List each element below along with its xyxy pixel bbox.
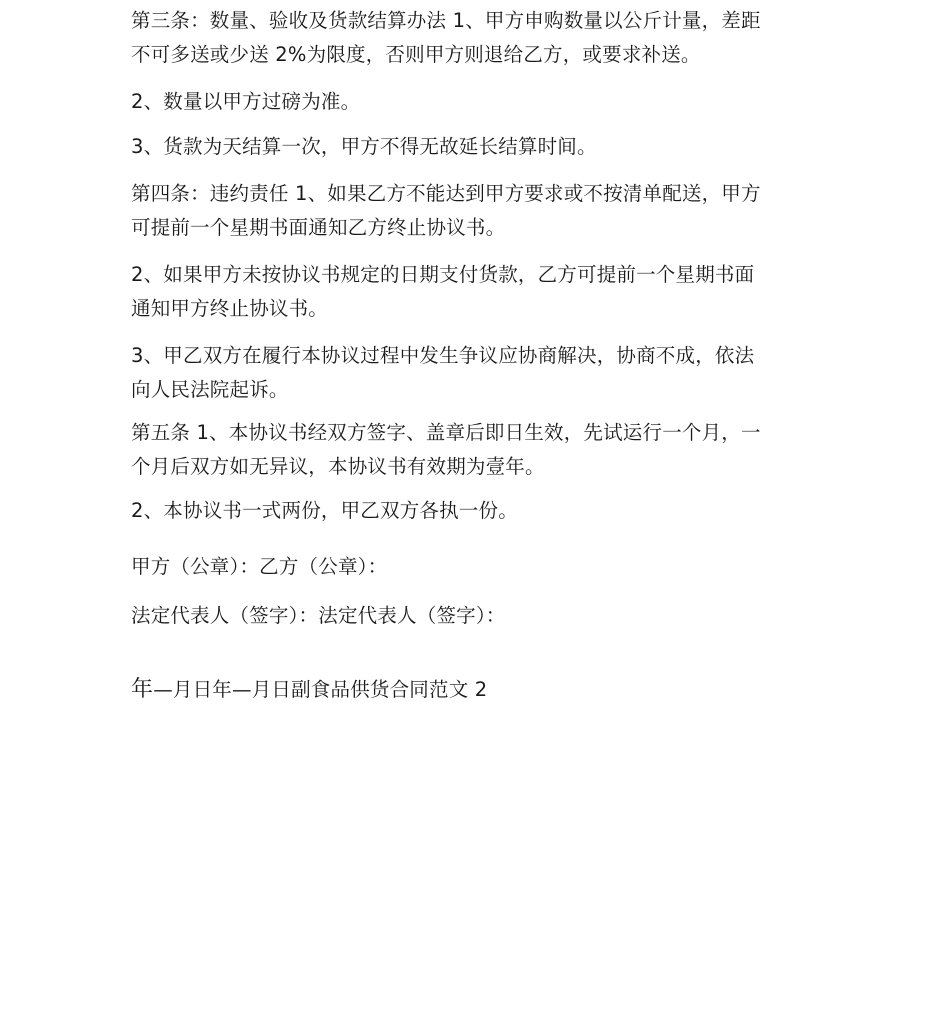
article-4-line-2: 可提前一个星期书面通知乙方终止协议书。 [131, 216, 506, 239]
date-line [131, 673, 811, 707]
date-line-content [131, 673, 811, 707]
article-3-item-3-text: 3、货款为天结算一次，甲方不得无故延长结算时间。 [131, 135, 597, 158]
article-5-item-2 [131, 494, 811, 528]
article-3-item-2-text: 2、数量以甲方过磅为准。 [131, 90, 361, 113]
article-3-item-2 [131, 85, 811, 119]
article-3-line-2: 不可多送或少送 2%为限度，否则甲方则退给乙方，或要求补送。 [131, 43, 701, 66]
article-5-paragraph [131, 416, 811, 484]
date-line-rest: —月日年—月日副食品供货合同范文 2 [153, 678, 488, 701]
seal-line [131, 550, 811, 584]
article-4-item-2-line-2: 通知甲方终止协议书。 [131, 297, 329, 320]
signature-line [131, 599, 811, 633]
article-3-line-1: 第三条：数量、验收及货款结算办法 1、甲方申购数量以公斤计量，差距 [131, 9, 761, 32]
article-5-item-2-text: 2、本协议书一式两份，甲乙双方各执一份。 [131, 499, 518, 522]
article-5-line-2: 个月后双方如无异议，本协议书有效期为壹年。 [131, 455, 545, 478]
article-4-item-3 [131, 339, 811, 407]
article-5-line-1: 第五条 1、本协议书经双方签字、盖章后即日生效，先试运行一个月，一 [131, 421, 761, 444]
article-4-line-1: 第四条：违约责任 1、如果乙方不能达到甲方要求或不按清单配送，甲方 [131, 182, 761, 205]
date-line-first-char: 年 [131, 677, 154, 702]
article-4-item-2-line-1: 2、如果甲方未按协议书规定的日期支付货款，乙方可提前一个星期书面 [131, 263, 755, 286]
article-4-item-2 [131, 258, 811, 326]
article-4-item-3-line-2: 向人民法院起诉。 [131, 378, 289, 401]
signature-line-text: 法定代表人（签字）：法定代表人（签字）： [131, 604, 506, 627]
article-3-item-3 [131, 130, 811, 164]
seal-line-text: 甲方（公章）：乙方（公章）： [131, 555, 388, 578]
article-4-paragraph [131, 177, 811, 245]
article-4-item-3-line-1: 3、甲乙双方在履行本协议过程中发生争议应协商解决，协商不成，依法 [131, 344, 755, 367]
article-3-paragraph [131, 4, 811, 72]
